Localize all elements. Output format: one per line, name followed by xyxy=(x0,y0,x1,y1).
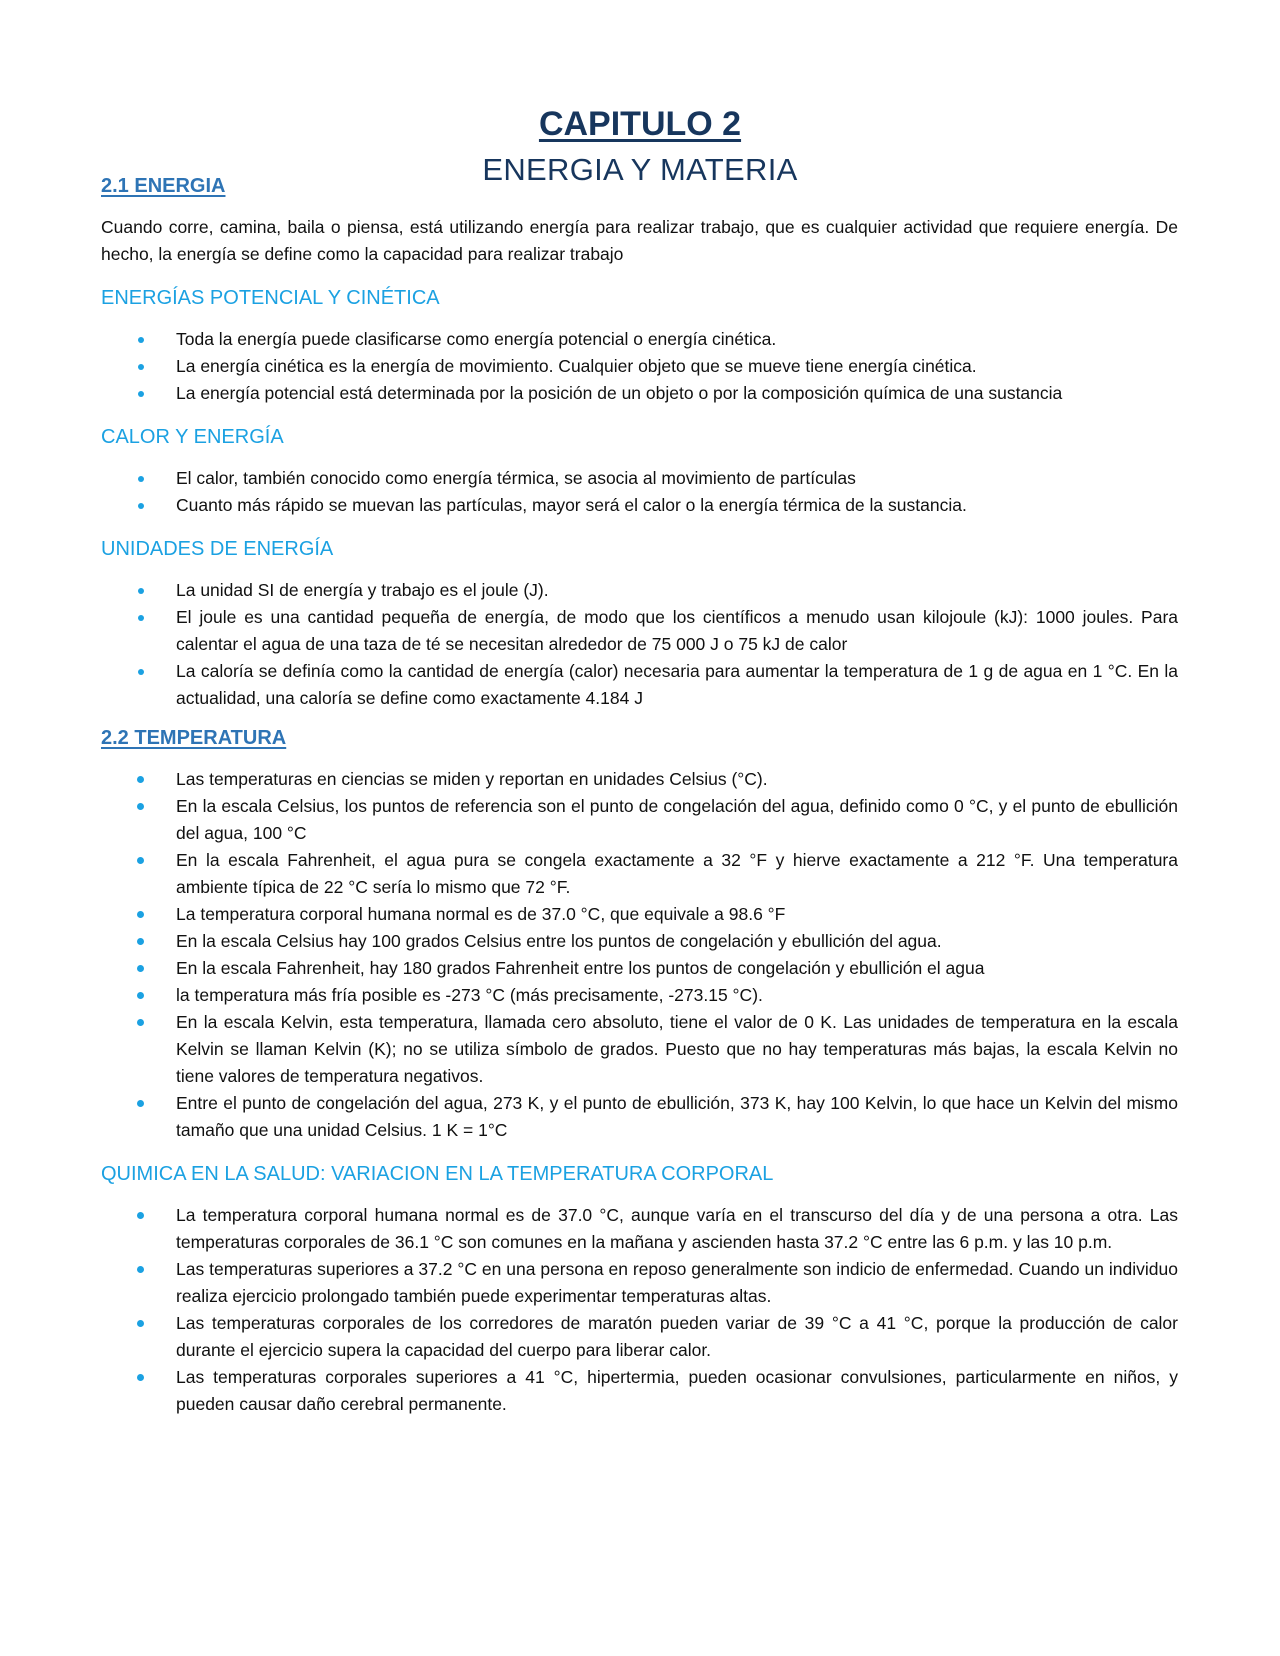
list-item-text: En la escala Fahrenheit, el agua pura se congela exactamente a 32 °F y hierve exactamente a 212 °F. Una temperatura ambiente típica de 22 °C sería lo mismo que 72 °F. xyxy=(176,850,1178,897)
subheading-unidades-energia: UNIDADES DE ENERGÍA xyxy=(101,538,334,560)
list-potencial-cinetica xyxy=(101,326,1178,407)
list-item xyxy=(101,847,1178,901)
bullet-icon xyxy=(137,992,144,999)
bullet-icon xyxy=(137,776,144,783)
list-item xyxy=(101,658,1178,712)
list-item xyxy=(101,982,1178,1009)
list-item xyxy=(101,604,1178,658)
list-item-text: La energía cinética es la energía de movimiento. Cualquier objeto que se mueve tiene energía cinética. xyxy=(176,356,977,376)
list-item xyxy=(101,1009,1178,1090)
bullet-icon xyxy=(137,965,144,972)
bullet-icon xyxy=(137,1019,144,1026)
energia-intro-paragraph: Cuando corre, camina, baila o piensa, está utilizando energía para realizar trabajo, que es cualquier actividad que requiere energía. De hecho, la energía se define como la capacidad para realizar trabajo xyxy=(101,217,1178,264)
document-body xyxy=(101,172,1178,1418)
bullet-icon xyxy=(138,615,144,621)
bullet-icon xyxy=(137,857,144,864)
list-item-text: En la escala Fahrenheit, hay 180 grados Fahrenheit entre los puntos de congelación y ebullición el agua xyxy=(176,958,985,978)
list-item xyxy=(101,1364,1178,1418)
list-item xyxy=(101,465,1178,492)
list-item-text: Cuanto más rápido se muevan las partículas, mayor será el calor o la energía térmica de la sustancia. xyxy=(176,495,967,515)
list-item-text: la temperatura más fría posible es -273 °C (más precisamente, -273.15 °C). xyxy=(176,985,763,1005)
list-item xyxy=(101,1256,1178,1310)
subheading-quimica-salud: QUIMICA EN LA SALUD: VARIACION EN LA TEMPERATURA CORPORAL xyxy=(101,1163,774,1185)
chapter-subtitle: ENERGIA Y MATERIA xyxy=(482,152,798,187)
list-item xyxy=(101,326,1178,353)
list-item-text: Las temperaturas superiores a 37.2 °C en una persona en reposo generalmente son indicio de enfermedad. Cuando un individuo realiza ejercicio prolongado también puede experimentar temperaturas altas. xyxy=(176,1259,1178,1306)
list-item-text: La temperatura corporal humana normal es de 37.0 °C, que equivale a 98.6 °F xyxy=(176,904,786,924)
list-item xyxy=(101,1310,1178,1364)
list-item-text: La caloría se definía como la cantidad de energía (calor) necesaria para aumentar la temperatura de 1 g de agua en 1 °C. En la actualidad, una caloría se define como exactamente 4.184 J xyxy=(176,661,1178,708)
bullet-icon xyxy=(138,503,144,509)
list-item-text: Las temperaturas corporales de los corredores de maratón pueden variar de 39 °C a 41 °C, porque la producción de calor durante el ejercicio supera la capacidad del cuerpo para liberar calor. xyxy=(176,1313,1178,1360)
bullet-icon xyxy=(138,391,144,397)
bullet-icon xyxy=(137,1212,144,1219)
list-item-text: La energía potencial está determinada por la posición de un objeto o por la composición química de una sustancia xyxy=(176,383,1063,403)
section-heading-energia: 2.1 ENERGIA xyxy=(101,175,226,197)
bullet-icon xyxy=(137,1266,144,1273)
list-item-text: La temperatura corporal humana normal es de 37.0 °C, aunque varía en el transcurso del día y de una persona a otra. Las temperaturas corporales de 36.1 °C son comunes en la mañana y ascienden hasta 37.2 °C entre las 6 p.m. y las 10 p.m. xyxy=(176,1205,1178,1252)
list-item xyxy=(101,1090,1178,1144)
bullet-icon xyxy=(137,1374,144,1381)
bullet-icon xyxy=(137,1100,144,1107)
list-item xyxy=(101,955,1178,982)
list-item xyxy=(101,1202,1178,1256)
list-item xyxy=(101,353,1178,380)
list-item xyxy=(101,901,1178,928)
list-calor-energia xyxy=(101,465,1178,519)
bullet-icon xyxy=(138,337,144,343)
bullet-icon xyxy=(137,1320,144,1327)
chapter-title: CAPITULO 2 xyxy=(538,105,742,143)
list-item-text: En la escala Celsius, los puntos de referencia son el punto de congelación del agua, definido como 0 °C, y el punto de ebullición del agua, 100 °C xyxy=(176,796,1178,843)
list-item-text: La unidad SI de energía y trabajo es el joule (J). xyxy=(176,580,549,600)
bullet-icon xyxy=(138,669,144,675)
list-item-text: En la escala Kelvin, esta temperatura, llamada cero absoluto, tiene el valor de 0 K. Las unidades de temperatura en la escala Kelvin se llaman Kelvin (K); no se utiliza símbolo de grados. Puesto que no hay temperaturas más bajas, la escala Kelvin no tiene valores de temperatura negativos. xyxy=(176,1012,1178,1086)
subheading-potencial-cinetica: ENERGÍAS POTENCIAL Y CINÉTICA xyxy=(101,287,440,309)
bullet-icon xyxy=(138,588,144,594)
list-item-text: El calor, también conocido como energía térmica, se asocia al movimiento de partículas xyxy=(176,468,856,488)
bullet-icon xyxy=(138,476,144,482)
list-item xyxy=(101,928,1178,955)
list-item-text: Entre el punto de congelación del agua, 273 K, y el punto de ebullición, 373 K, hay 100 Kelvin, lo que hace un Kelvin del mismo tamaño que una unidad Celsius. 1 K = 1°C xyxy=(176,1093,1178,1140)
list-quimica-salud xyxy=(101,1202,1178,1418)
bullet-icon xyxy=(138,364,144,370)
list-item-text: Toda la energía puede clasificarse como energía potencial o energía cinética. xyxy=(176,329,777,349)
list-item-text: Las temperaturas corporales superiores a 41 °C, hipertermia, pueden ocasionar convulsiones, particularmente en niños, y pueden causar daño cerebral permanente. xyxy=(176,1367,1178,1414)
list-item xyxy=(101,492,1178,519)
list-item xyxy=(101,766,1178,793)
list-unidades-energia xyxy=(101,577,1178,712)
list-item xyxy=(101,577,1178,604)
list-item xyxy=(101,380,1178,407)
bullet-icon xyxy=(137,938,144,945)
section-heading-temperatura: 2.2 TEMPERATURA xyxy=(101,727,287,749)
bullet-icon xyxy=(137,911,144,918)
bullet-icon xyxy=(137,803,144,810)
list-item-text: El joule es una cantidad pequeña de energía, de modo que los científicos a menudo usan kilojoule (kJ): 1000 joules. Para calentar el agua de una taza de té se necesitan alrededor de 75 000 J o 75 kJ de calor xyxy=(176,607,1178,654)
list-item xyxy=(101,793,1178,847)
list-temperatura xyxy=(101,766,1178,1144)
list-item-text: Las temperaturas en ciencias se miden y reportan en unidades Celsius (°C). xyxy=(176,769,768,789)
subheading-calor-energia: CALOR Y ENERGÍA xyxy=(101,426,284,448)
list-item-text: En la escala Celsius hay 100 grados Celsius entre los puntos de congelación y ebullición del agua. xyxy=(176,931,942,951)
